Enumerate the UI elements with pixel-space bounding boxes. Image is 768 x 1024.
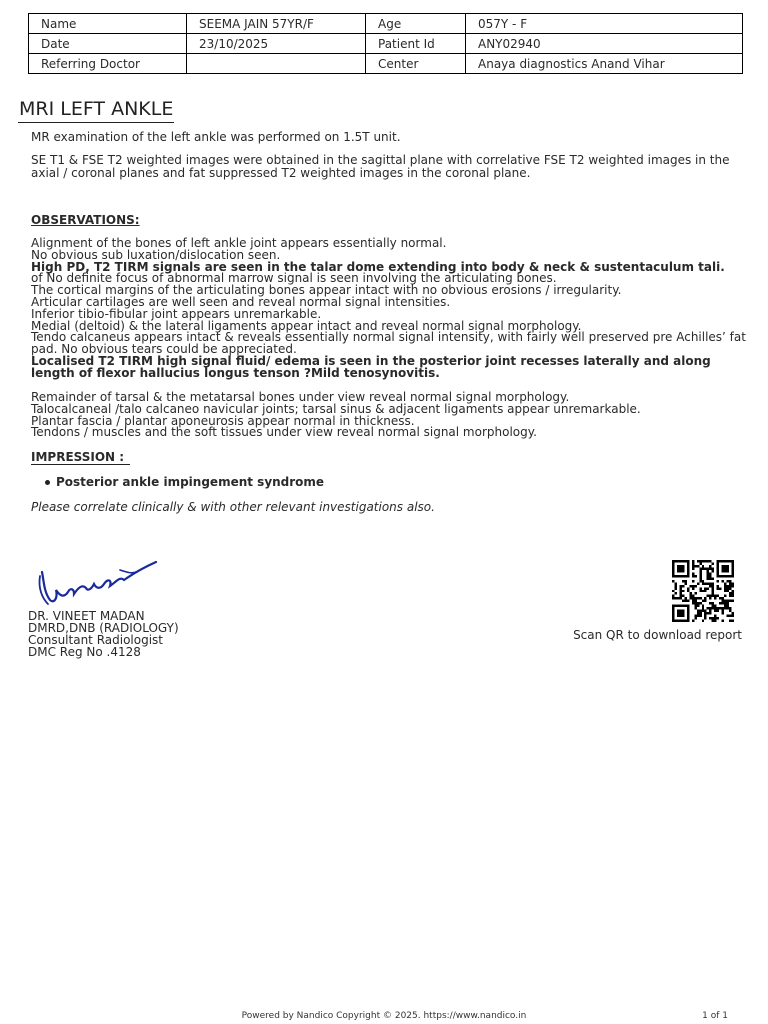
footer-copyright: Powered by Nandico Copyright © 2025. https://www.nandico.in [241, 1011, 527, 1021]
observation-line: Remainder of tarsal & the metatarsal bones under view reveal normal signal morphology. [31, 390, 570, 404]
observation-line: The cortical margins of the articulating bones appear intact with no obvious erosions / irregularity. [31, 283, 622, 298]
observation-line: Inferior tibio-fibular joint appears unremarkable. [31, 306, 322, 321]
qr-code-icon[interactable] [672, 560, 734, 622]
age-label: Age [366, 14, 466, 34]
doctor-block [28, 610, 179, 658]
observation-line-bold: Localised T2 TIRM high signal fluid/ edema is seen in the posterior joint recesses laterally and along length of flexor hallucius longus tenson ?Mild tenosynovitis. [31, 353, 711, 380]
info-row-date [29, 34, 743, 54]
doctor-name: DR. VINEET MADAN [28, 609, 145, 623]
doctor-qualification: DMRD,DNB (RADIOLOGY) [28, 621, 179, 635]
doctor-designation: Consultant Radiologist [28, 633, 164, 647]
impression-text: Posterior ankle impingement syndrome [56, 475, 325, 489]
patient-info-table [28, 13, 743, 74]
observation-line: Talocalcaneal /talo calcaneo navicular joints; tarsal sinus & adjacent ligaments appear unremarkable. [31, 401, 641, 416]
observation-line-bold: High PD, T2 TIRM signals are seen in the talar dome extending into body & neck & sustentaculum tali. [31, 259, 725, 274]
observation-line: of No definite focus of abnormal marrow signal is seen involving the articulating bones. [31, 271, 557, 286]
observation-line: Articular cartilages are well seen and reveal normal signal intensities. [31, 294, 451, 309]
page-number: 1 of 1 [702, 1011, 728, 1021]
impression-item [45, 475, 324, 489]
name-label: Name [29, 14, 187, 34]
info-row-referring [29, 54, 743, 74]
technique-paragraph: SE T1 & FSE T2 weighted images were obtained in the sagittal plane with correlative FSE T2 weighted images in the axial / coronal planes and fat suppressed T2 weighted images in the coronal plane. [31, 153, 730, 180]
patient-id-label: Patient Id [366, 34, 466, 54]
correlation-note: Please correlate clinically & with other relevant investigations also. [31, 500, 435, 514]
impression-heading: IMPRESSION : [31, 451, 130, 465]
observations-list-2 [31, 392, 751, 439]
observation-line: Tendo calcaneus appears intact & reveals essentially normal signal intensity, with fairly well preserved pre Achilles’ fat pad. No obvious tears could be appreciated. [31, 330, 746, 357]
report-title: MRI LEFT ANKLE [18, 97, 174, 123]
patient-name: SEEMA JAIN 57YR/F [187, 14, 366, 34]
observation-line: Tendons / muscles and the soft tissues under view reveal normal signal morphology. [31, 425, 537, 440]
bullet-icon [45, 480, 50, 485]
referring-doctor [187, 54, 366, 74]
observation-line: Medial (deltoid) & the lateral ligaments appear intact and reveal normal signal morphology. [31, 318, 582, 333]
observation-line: No obvious sub luxation/dislocation seen. [31, 247, 281, 262]
intro-paragraph: MR examination of the left ankle was performed on 1.5T unit. [31, 130, 401, 144]
date-label: Date [29, 34, 187, 54]
observations-heading: OBSERVATIONS: [31, 213, 140, 227]
observation-line: Alignment of the bones of left ankle joint appears essentially normal. [31, 236, 447, 250]
doctor-registration: DMC Reg No .4128 [28, 645, 141, 659]
patient-id: ANY02940 [466, 34, 743, 54]
observation-line: Plantar fascia / plantar aponeurosis appear normal in thickness. [31, 413, 415, 428]
patient-age: 057Y - F [466, 14, 743, 34]
info-row-name [29, 14, 743, 34]
referring-doctor-label: Referring Doctor [29, 54, 187, 74]
center-name: Anaya diagnostics Anand Vihar [466, 54, 743, 74]
observations-list [31, 238, 751, 380]
doctor-signature [34, 558, 159, 608]
report-date: 23/10/2025 [187, 34, 366, 54]
center-label: Center [366, 54, 466, 74]
qr-caption: Scan QR to download report [573, 628, 742, 642]
